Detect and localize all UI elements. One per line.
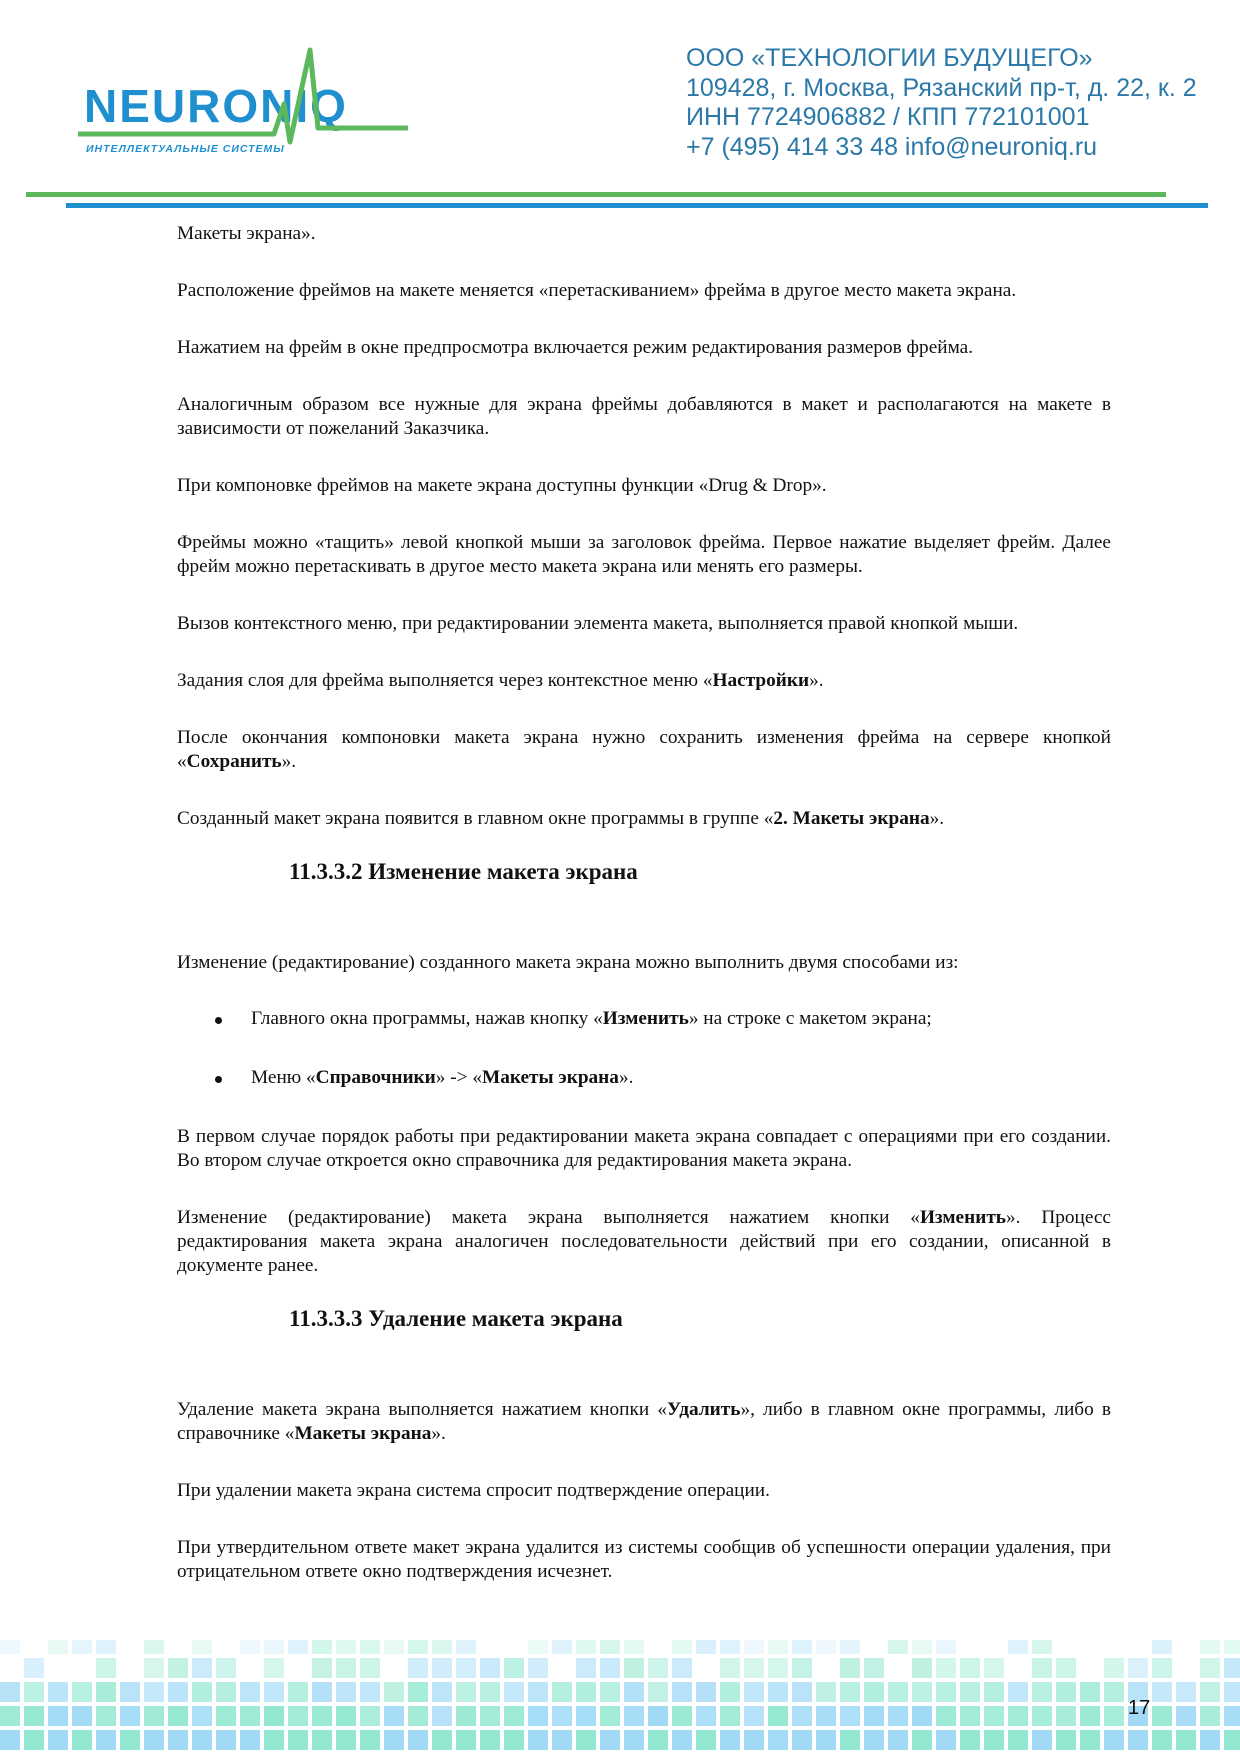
footer-pattern-tile	[384, 1706, 404, 1726]
footer-pattern-tile	[936, 1706, 956, 1726]
page-number: 17	[1128, 1697, 1151, 1719]
neuroniq-logo-graphic	[78, 44, 408, 164]
footer-pattern-tile	[1080, 1706, 1100, 1726]
footer-pattern-tile	[48, 1706, 68, 1726]
footer-pattern-tile	[1056, 1730, 1076, 1750]
footer-pattern-tile	[264, 1640, 284, 1654]
footer-pattern-tile	[936, 1658, 956, 1678]
list-item: Меню «Справочники» -> «Макеты экрана».	[215, 1066, 1111, 1090]
footer-pattern-tile	[48, 1730, 68, 1750]
footer-pattern-tile	[168, 1658, 188, 1678]
footer-pattern-tile	[984, 1706, 1004, 1726]
footer-pattern-tile	[720, 1640, 740, 1654]
footer-pattern-tile	[96, 1706, 116, 1726]
paragraph: В первом случае порядок работы при редактировании макета экрана совпадает с операциями при его создании. Во втором случае откроется окно справочника для редактирования макета экрана.	[177, 1126, 1111, 1171]
footer-pattern-tile	[456, 1682, 476, 1702]
footer-pattern-tile	[600, 1706, 620, 1726]
footer-pattern-tile	[480, 1682, 500, 1702]
footer-pattern-tile	[144, 1658, 164, 1678]
footer-pattern-tile	[72, 1640, 92, 1654]
footer-pattern-tile	[240, 1730, 260, 1750]
footer-pattern-tile	[360, 1682, 380, 1702]
footer-pattern-tile	[1104, 1706, 1124, 1726]
footer-pattern-tile	[600, 1682, 620, 1702]
footer-pattern	[0, 1640, 1240, 1754]
header-divider-green	[26, 192, 1166, 197]
footer-pattern-tile	[624, 1658, 644, 1678]
footer-pattern-tile	[408, 1682, 428, 1702]
footer-pattern-tile	[288, 1682, 308, 1702]
footer-pattern-tile	[144, 1640, 164, 1654]
footer-pattern-tile	[720, 1730, 740, 1750]
footer-pattern-tile	[720, 1658, 740, 1678]
footer-pattern-tile	[1200, 1706, 1220, 1726]
footer-pattern-tile	[288, 1706, 308, 1726]
footer-pattern-tile	[840, 1706, 860, 1726]
footer-pattern-tile	[24, 1658, 44, 1678]
bold-term: Настройки	[712, 670, 810, 691]
footer-pattern-tile	[360, 1706, 380, 1726]
bold-term: 2. Макеты экрана	[773, 808, 930, 829]
footer-pattern-tile	[744, 1706, 764, 1726]
footer-pattern-tile	[264, 1706, 284, 1726]
bullet-list	[215, 1007, 1111, 1090]
footer-pattern-tile	[384, 1682, 404, 1702]
footer-pattern-tile	[912, 1730, 932, 1750]
footer-pattern-tile	[1152, 1706, 1172, 1726]
footer-pattern-tile	[1128, 1658, 1148, 1678]
footer-pattern-tile	[600, 1640, 620, 1654]
company-logo	[78, 44, 408, 164]
footer-pattern-tile	[768, 1658, 788, 1678]
footer-pattern-tile	[120, 1682, 140, 1702]
footer-pattern-tile	[120, 1706, 140, 1726]
company-info	[686, 44, 1197, 162]
paragraph: При удалении макета экрана система спросит подтверждение операции.	[177, 1480, 770, 1501]
footer-pattern-tile	[96, 1682, 116, 1702]
footer-pattern-tile	[240, 1682, 260, 1702]
footer-pattern-tile	[504, 1706, 524, 1726]
footer-pattern-tile	[1008, 1682, 1028, 1702]
footer-pattern-tile	[984, 1658, 1004, 1678]
footer-pattern-tile	[384, 1640, 404, 1654]
footer-pattern-tile	[0, 1640, 20, 1654]
footer-pattern-tile	[816, 1730, 836, 1750]
footer-pattern-tile	[1176, 1730, 1196, 1750]
footer-pattern-tile	[672, 1640, 692, 1654]
footer-pattern-tile	[168, 1682, 188, 1702]
footer-pattern-tile	[504, 1682, 524, 1702]
footer-pattern-tile	[576, 1706, 596, 1726]
footer-pattern-tile	[312, 1730, 332, 1750]
footer-pattern-tile	[672, 1730, 692, 1750]
footer-pattern-tile	[864, 1706, 884, 1726]
footer-pattern-tile	[1128, 1730, 1148, 1750]
footer-pattern-tile	[888, 1730, 908, 1750]
footer-pattern-tile	[1176, 1682, 1196, 1702]
logo-subtitle: ИНТЕЛЛЕКТУАЛЬНЫЕ СИСТЕМЫ	[86, 143, 285, 155]
footer-pattern-tile	[120, 1730, 140, 1750]
footer-pattern-tile	[1056, 1706, 1076, 1726]
footer-pattern-tile	[432, 1730, 452, 1750]
footer-pattern-tile	[888, 1640, 908, 1654]
footer-pattern-tile	[840, 1730, 860, 1750]
footer-pattern-tile	[456, 1730, 476, 1750]
footer-pattern-tile	[744, 1640, 764, 1654]
paragraph: Изменение (редактирование) созданного макета экрана можно выполнить двумя способами из:	[177, 952, 959, 973]
footer-pattern-tile	[336, 1682, 356, 1702]
logo-wordmark: NEURONIQ	[84, 80, 348, 132]
footer-pattern-tile	[768, 1730, 788, 1750]
footer-pattern-tile	[816, 1640, 836, 1654]
footer-pattern-tile	[696, 1682, 716, 1702]
footer-pattern-tile	[192, 1730, 212, 1750]
footer-pattern-tile	[984, 1682, 1004, 1702]
footer-pattern-tile	[96, 1658, 116, 1678]
header-divider-blue	[66, 203, 1208, 208]
footer-pattern-tile	[528, 1658, 548, 1678]
footer-pattern-tile	[1032, 1682, 1052, 1702]
footer-pattern-tile	[864, 1682, 884, 1702]
footer-pattern-tile	[504, 1730, 524, 1750]
footer-pattern-tile	[1152, 1730, 1172, 1750]
footer-pattern-tile	[72, 1706, 92, 1726]
footer-pattern-tile	[864, 1658, 884, 1678]
document-body	[177, 222, 1111, 1617]
bold-term: Изменить	[919, 1207, 1006, 1228]
footer-pattern-tile	[0, 1682, 20, 1702]
footer-pattern-tile	[792, 1730, 812, 1750]
bold-term: Сохранить	[186, 751, 282, 772]
footer-pattern-tile	[528, 1640, 548, 1654]
footer-pattern-tile	[912, 1682, 932, 1702]
company-contacts: +7 (495) 414 33 48 info@neuroniq.ru	[686, 132, 1098, 161]
footer-pattern-tile	[1104, 1730, 1124, 1750]
list-item: Главного окна программы, нажав кнопку «Изменить» на строке с макетом экрана;	[215, 1007, 1111, 1031]
footer-pattern-tile	[720, 1706, 740, 1726]
footer-pattern-tile	[24, 1682, 44, 1702]
footer-pattern-tile	[600, 1658, 620, 1678]
footer-pattern-tile	[168, 1706, 188, 1726]
footer-pattern-tile	[528, 1706, 548, 1726]
footer-pattern-tile	[744, 1682, 764, 1702]
footer-pattern-tile	[360, 1658, 380, 1678]
paragraph: Удаление макета экрана выполняется нажатием кнопки «Удалить», либо в главном окне программы, либо в справочнике «Макеты экрана».	[177, 1399, 1112, 1444]
footer-pattern-tile	[696, 1730, 716, 1750]
footer-pattern-tile	[552, 1730, 572, 1750]
footer-pattern-tile	[1056, 1658, 1076, 1678]
footer-pattern-tile	[840, 1682, 860, 1702]
footer-pattern-tile	[648, 1682, 668, 1702]
footer-pattern-tile	[816, 1706, 836, 1726]
footer-pattern-tile	[840, 1658, 860, 1678]
footer-pattern-tile	[48, 1640, 68, 1654]
footer-pattern-tile	[624, 1730, 644, 1750]
footer-pattern-tile	[1224, 1682, 1240, 1702]
footer-pattern-tile	[240, 1706, 260, 1726]
footer-pattern-tile	[288, 1640, 308, 1654]
footer-pattern-tile	[264, 1730, 284, 1750]
footer-pattern-tile	[552, 1682, 572, 1702]
footer-pattern-tile	[360, 1730, 380, 1750]
footer-pattern-tile	[1032, 1730, 1052, 1750]
footer-pattern-tile	[96, 1640, 116, 1654]
footer-pattern-tile	[576, 1640, 596, 1654]
bullet-icon	[215, 1076, 222, 1083]
footer-pattern-tile	[360, 1640, 380, 1654]
footer-pattern-tile	[1176, 1706, 1196, 1726]
footer-pattern-tile	[24, 1706, 44, 1726]
footer-pattern-tile	[984, 1730, 1004, 1750]
footer-pattern-tile	[960, 1730, 980, 1750]
footer-pattern-tile	[768, 1706, 788, 1726]
paragraph: Задания слоя для фрейма выполняется через контекстное меню «Настройки».	[177, 670, 824, 691]
footer-pattern-tile	[600, 1730, 620, 1750]
footer-pattern-tile	[648, 1706, 668, 1726]
footer-pattern-tile	[840, 1640, 860, 1654]
footer-pattern-tile	[384, 1730, 404, 1750]
footer-pattern-tile	[1224, 1640, 1240, 1654]
footer-pattern-tile	[1032, 1640, 1052, 1654]
footer-pattern-tile	[960, 1682, 980, 1702]
footer-pattern-tile	[456, 1706, 476, 1726]
footer-pattern-tile	[312, 1682, 332, 1702]
footer-pattern-tile	[936, 1640, 956, 1654]
footer-pattern-tile	[432, 1658, 452, 1678]
company-tax-ids: ИНН 7724906882 / КПП 772101001	[686, 103, 1090, 131]
footer-pattern-tile	[912, 1706, 932, 1726]
footer-pattern-tile	[648, 1730, 668, 1750]
footer-pattern-tile	[624, 1640, 644, 1654]
footer-pattern-tile	[648, 1658, 668, 1678]
paragraph: Изменение (редактирование) макета экрана выполняется нажатием кнопки «Изменить». Процесс редактирования макета экрана аналогичен последовательности действий при его создании, описанной в документе ранее.	[177, 1207, 1111, 1276]
footer-pattern-tile	[888, 1682, 908, 1702]
footer-pattern-tile	[1008, 1730, 1028, 1750]
footer-pattern-tile	[1224, 1730, 1240, 1750]
footer-pattern-tile	[480, 1706, 500, 1726]
footer-pattern-tile	[672, 1658, 692, 1678]
footer-pattern-tile	[1104, 1682, 1124, 1702]
footer-pattern-tile	[936, 1730, 956, 1750]
paragraph: Вызов контекстного меню, при редактировании элемента макета, выполняется правой кнопкой мыши.	[177, 613, 1019, 634]
footer-pattern-tile	[336, 1730, 356, 1750]
paragraph: Аналогичным образом все нужные для экрана фреймы добавляются в макет и располагаются на макете в зависимости от пожеланий Заказчика.	[177, 394, 1111, 439]
footer-pattern-tile	[744, 1658, 764, 1678]
footer-pattern-tile	[288, 1730, 308, 1750]
footer-pattern-tile	[912, 1658, 932, 1678]
footer-pattern-tile	[24, 1730, 44, 1750]
bullet-icon	[215, 1017, 222, 1024]
footer-pattern-tile	[312, 1640, 332, 1654]
footer-pattern-tile	[552, 1640, 572, 1654]
footer-pattern-tile	[792, 1682, 812, 1702]
footer-pattern-tile	[1152, 1640, 1172, 1654]
footer-pattern-tile	[144, 1682, 164, 1702]
footer-pattern-tile	[192, 1658, 212, 1678]
footer-pattern-tile	[792, 1658, 812, 1678]
footer-pattern-tile	[696, 1706, 716, 1726]
footer-pattern-tile	[768, 1682, 788, 1702]
footer-pattern-tile	[1224, 1658, 1240, 1678]
footer-pattern-tile	[432, 1682, 452, 1702]
footer-pattern-tile	[312, 1658, 332, 1678]
footer-pattern-tile	[0, 1706, 20, 1726]
footer-pattern-tile	[528, 1730, 548, 1750]
footer-pattern-tile	[1200, 1730, 1220, 1750]
footer-pattern-tile	[72, 1730, 92, 1750]
footer-pattern-tile	[144, 1706, 164, 1726]
footer-pattern-tile	[552, 1706, 572, 1726]
footer-pattern-tile	[336, 1658, 356, 1678]
footer-pattern-tile	[1056, 1682, 1076, 1702]
paragraph: Созданный макет экрана появится в главном окне программы в группе «2. Макеты экрана».	[177, 808, 945, 829]
paragraph: Нажатием на фрейм в окне предпросмотра включается режим редактирования размеров фрейма.	[177, 337, 974, 358]
footer-pattern-tile	[0, 1730, 20, 1750]
footer-pattern-tile	[960, 1706, 980, 1726]
footer-pattern-tile	[1008, 1706, 1028, 1726]
footer-pattern-tile	[1032, 1658, 1052, 1678]
footer-pattern-tile	[1080, 1682, 1100, 1702]
paragraph: Фреймы можно «тащить» левой кнопкой мыши за заголовок фрейма. Первое нажатие выделяет фрейм. Далее фрейм можно перетаскивать в другое место макета экрана или менять его размеры.	[177, 532, 1111, 577]
footer-pattern-tile	[1200, 1682, 1220, 1702]
footer-pattern-tile	[432, 1706, 452, 1726]
footer-pattern-tile	[672, 1706, 692, 1726]
footer-pattern-tile	[264, 1682, 284, 1702]
footer-pattern-tile	[744, 1730, 764, 1750]
footer-pattern-tile	[792, 1640, 812, 1654]
footer-pattern-tile	[576, 1682, 596, 1702]
bold-term: Макеты экрана	[294, 1423, 432, 1444]
footer-pattern-tile	[1032, 1706, 1052, 1726]
footer-pattern-tile	[192, 1640, 212, 1654]
footer-pattern-tile	[168, 1730, 188, 1750]
footer-pattern-tile	[216, 1706, 236, 1726]
footer-pattern-tile	[432, 1640, 452, 1654]
footer-pattern-tile	[936, 1682, 956, 1702]
section-heading-delete: 11.3.3.3 Удаление макета экрана	[289, 1306, 623, 1331]
footer-pattern-tile	[624, 1706, 644, 1726]
footer-pattern-tile	[768, 1640, 788, 1654]
footer-pattern-tile	[192, 1706, 212, 1726]
footer-pattern-tile	[192, 1682, 212, 1702]
footer-pattern-tile	[96, 1730, 116, 1750]
footer-pattern-tile	[264, 1658, 284, 1678]
footer-pattern-tile	[48, 1682, 68, 1702]
footer-pattern-tile	[144, 1730, 164, 1750]
footer-pattern-tile	[720, 1682, 740, 1702]
footer-pattern-tile	[408, 1658, 428, 1678]
footer-pattern-tile	[912, 1640, 932, 1654]
footer-pattern-tile	[336, 1706, 356, 1726]
company-address: 109428, г. Москва, Рязанский пр-т, д. 22, к. 2	[686, 73, 1197, 102]
paragraph: При компоновке фреймов на макете экрана доступны функции «Drug & Drop».	[177, 475, 827, 496]
footer-pattern-tile	[216, 1730, 236, 1750]
footer-pattern-tile	[1224, 1706, 1240, 1726]
footer-pattern-tile	[888, 1706, 908, 1726]
footer-pattern-tile	[480, 1730, 500, 1750]
footer-pattern-tile	[576, 1730, 596, 1750]
footer-pattern-tile	[336, 1640, 356, 1654]
footer-pattern-tile	[216, 1682, 236, 1702]
footer-pattern-tile	[408, 1706, 428, 1726]
footer-pattern-tile	[792, 1706, 812, 1726]
footer-pattern-tile	[1152, 1682, 1172, 1702]
company-name: ООО «ТЕХНОЛОГИИ БУДУЩЕГО»	[686, 44, 1093, 72]
bold-term: Удалить	[666, 1399, 741, 1420]
footer-pattern-tile	[624, 1682, 644, 1702]
footer-pattern-tile	[1008, 1640, 1028, 1654]
footer-pattern-tile	[1200, 1640, 1220, 1654]
footer-pattern-tile	[480, 1658, 500, 1678]
footer-pattern-tile	[216, 1658, 236, 1678]
footer-pattern-tile	[1104, 1658, 1124, 1678]
paragraph: При утвердительном ответе макет экрана удалится из системы сообщив об успешности операции удаления, при отрицательном ответе окно подтверждения исчезнет.	[177, 1537, 1111, 1582]
footer-pattern-tile	[312, 1706, 332, 1726]
footer-pattern-tile	[456, 1658, 476, 1678]
paragraph: Расположение фреймов на макете меняется «перетаскиванием» фрейма в другое место макета экрана.	[177, 280, 1017, 301]
footer-pattern-tile	[1152, 1658, 1172, 1678]
footer-pattern-tile	[456, 1640, 476, 1654]
paragraph: После окончания компоновки макета экрана нужно сохранить изменения фрейма на сервере кнопкой «Сохранить».	[177, 727, 1111, 772]
footer-pattern-tile	[408, 1640, 428, 1654]
paragraph: Макеты экрана».	[177, 223, 316, 244]
footer-pattern-tile	[72, 1682, 92, 1702]
footer-pattern-tile	[576, 1658, 596, 1678]
section-heading-change: 11.3.3.2 Изменение макета экрана	[289, 859, 638, 884]
footer-pattern-tile	[816, 1682, 836, 1702]
footer-pattern-tile	[1080, 1730, 1100, 1750]
footer-pattern-tile	[240, 1640, 260, 1654]
footer-pattern-tile	[1200, 1658, 1220, 1678]
footer-pattern-tile	[408, 1730, 428, 1750]
footer-pattern-tile	[696, 1640, 716, 1654]
footer-pattern-tile	[864, 1730, 884, 1750]
footer-pattern-tile	[960, 1658, 980, 1678]
footer-pattern-tile	[528, 1682, 548, 1702]
footer-pattern-tile	[504, 1658, 524, 1678]
footer-pattern-tile	[672, 1682, 692, 1702]
